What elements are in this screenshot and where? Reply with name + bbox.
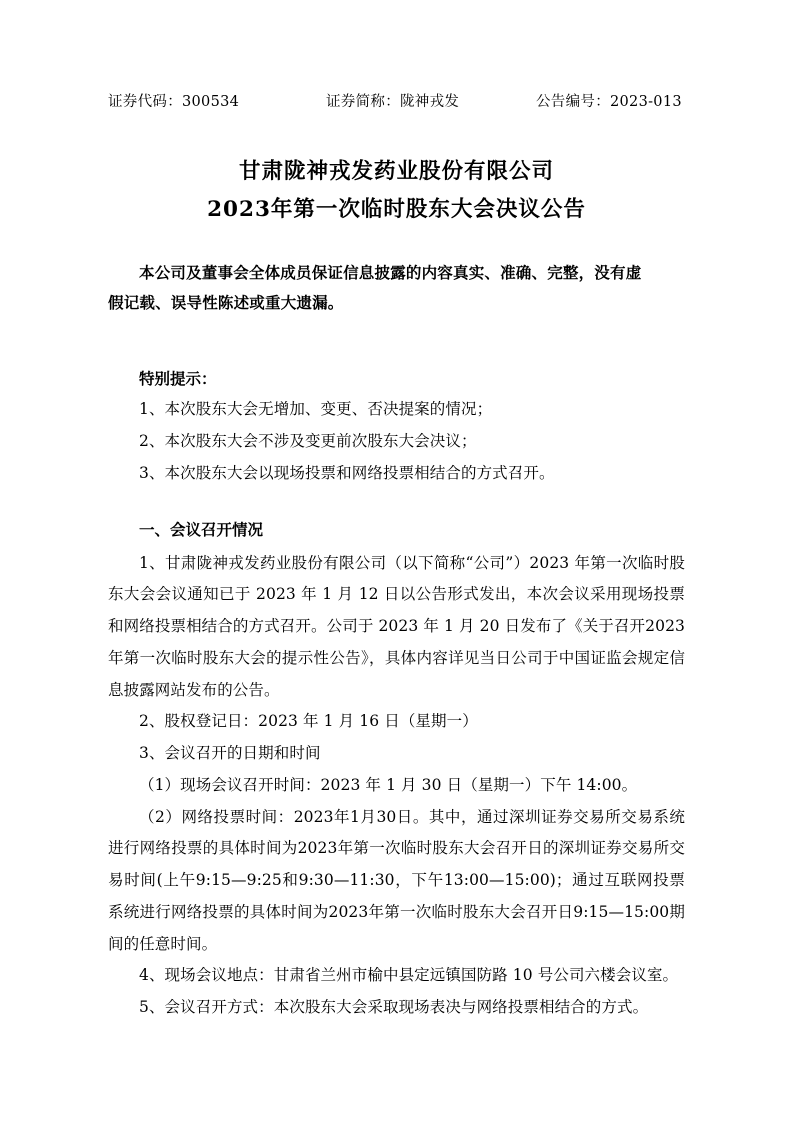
section-body xyxy=(108,548,685,1024)
paragraph: （1）现场会议召开时间：2023 年 1 月 30 日（星期一）下午 14:00。 xyxy=(139,775,638,794)
paragraph: 3、会议召开的日期和时间 xyxy=(139,744,321,763)
paragraph: 5、会议召开方式：本次股东大会采取现场表决与网络投票相结合的方式。 xyxy=(139,998,649,1017)
security-code: 证券代码：300534 xyxy=(108,94,240,110)
security-name: 证券简称：陇神戎发 xyxy=(326,94,460,110)
paragraph: 1、甘肃陇神戎发药业股份有限公司（以下简称“公司”）2023 年第一次临时股东大会会议通知已于 2023 年 1 月 12 日以公告形式发出，本次会议采用现场投票和网络投票相结合的方式召开。公司于 2023 年 1 月 20 日发布了《关于召开2023 年第一次临时股东大会的提示性公告》，具体内容详见当日公司于中国证监会规定信息披露网站发布的公告。 xyxy=(108,553,685,699)
document-title xyxy=(108,153,685,228)
title-line-subject: 2023年第一次临时股东大会决议公告 xyxy=(207,196,586,222)
announcement-number: 公告编号：2023-013 xyxy=(536,94,682,110)
paragraph: 2、股权登记日：2023 年 1 月 16 日（星期一） xyxy=(139,712,478,731)
special-tip-item: 1、本次股东大会无增加、变更、否决提案的情况； xyxy=(139,400,493,419)
special-tip-item: 2、本次股东大会不涉及变更前次股东大会决议； xyxy=(139,432,477,451)
paragraph: （2）网络投票时间：2023年1月30日。其中，通过深圳证券交易所交易系统进行网络投票的具体时间为2023年第一次临时股东大会召开日的深圳证券交易所交易时间(上午9:15—9:25和9:30—11:30，下午13:00—15:00)；通过互联网投票系统进行网络投票的具体时间为2023年第一次临时股东大会召开日9:15—15:00期间的任意时间。 xyxy=(108,807,685,953)
special-tips-heading: 特别提示： xyxy=(139,368,217,388)
disclaimer-paragraph xyxy=(108,258,685,318)
special-tip-item: 3、本次股东大会以现场投票和网络投票相结合的方式召开。 xyxy=(139,463,555,482)
section-heading-meeting-convening: 一、会议召开情况 xyxy=(139,519,264,539)
document-header xyxy=(108,90,685,111)
disclaimer-line-2: 假记载、误导性陈述或重大遗漏。 xyxy=(108,293,344,313)
title-line-company: 甘肃陇神戎发药业股份有限公司 xyxy=(238,159,554,184)
disclaimer-line-1: 本公司及董事会全体成员保证信息披露的内容真实、准确、完整，没有虚 xyxy=(139,263,642,283)
spacer xyxy=(108,319,685,345)
paragraph: 4、现场会议地点：甘肃省兰州市榆中县定远镇国防路 10 号公司六楼会议室。 xyxy=(139,966,679,985)
